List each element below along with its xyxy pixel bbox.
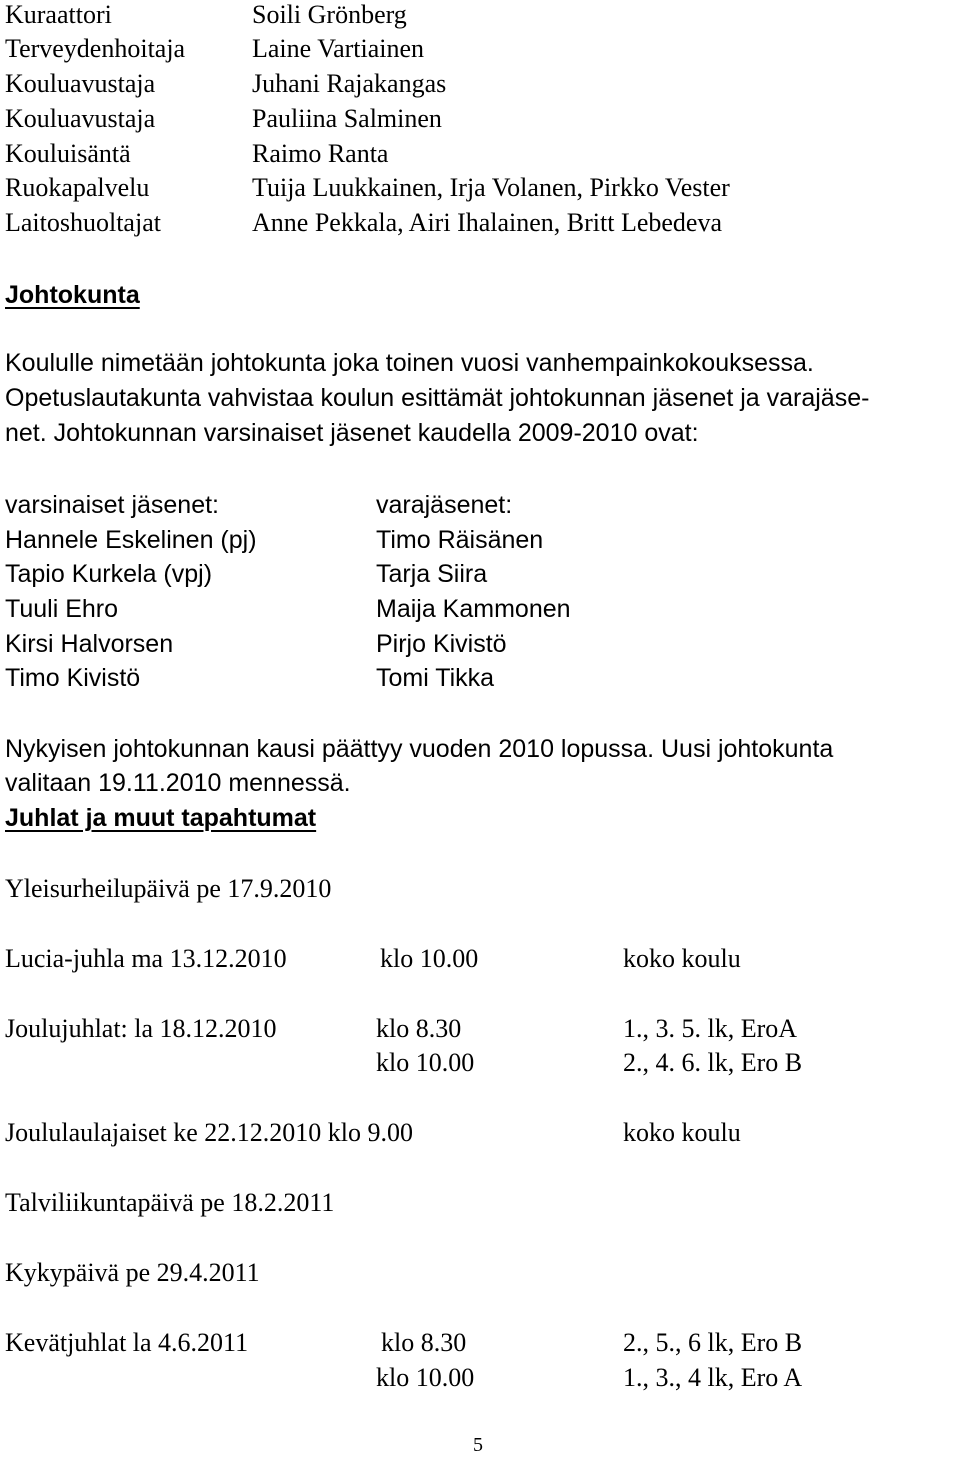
member-name: Tapio Kurkela (vpj) bbox=[5, 560, 213, 588]
staff-names: Soili Grönberg bbox=[252, 0, 407, 29]
board-intro-line: Koululle nimetään johtokunta joka toinen vuosi vanhempainkokouksessa. bbox=[5, 349, 814, 377]
deputy-name: Tarja Siira bbox=[376, 560, 488, 588]
member-name: Tuuli Ehro bbox=[5, 595, 119, 623]
deputy-name: Tomi Tikka bbox=[376, 664, 495, 692]
event-lucia-name: Lucia-juhla ma 13.12.2010 bbox=[5, 944, 287, 973]
event-joulujuhlat-name: Joulujuhlat: la 18.12.2010 bbox=[5, 1014, 277, 1043]
staff-role: Kouluavustaja bbox=[5, 104, 156, 133]
deputy-name: Maija Kammonen bbox=[376, 595, 571, 623]
staff-names: Pauliina Salminen bbox=[252, 104, 442, 133]
staff-role: Kouluisäntä bbox=[5, 139, 131, 168]
staff-names: Anne Pekkala, Airi Ihalainen, Britt Lebedeva bbox=[252, 208, 723, 237]
staff-names: Laine Vartiainen bbox=[252, 34, 425, 63]
event-kevatjuhlat-name: Kevätjuhlat la 4.6.2011 bbox=[5, 1328, 249, 1357]
staff-role: Terveydenhoitaja bbox=[5, 34, 186, 63]
board-intro-line: Opetuslautakunta vahvistaa koulun esittämät johtokunnan jäsenet ja varajäse- bbox=[5, 384, 870, 412]
staff-names: Tuija Luukkainen, Irja Volanen, Pirkko Vester bbox=[252, 173, 730, 202]
staff-role: Ruokapalvelu bbox=[5, 173, 150, 202]
event-kykypaiva: Kykypäivä pe 29.4.2011 bbox=[5, 1258, 260, 1287]
event-kevatjuhlat-time: klo 8.30 bbox=[381, 1328, 467, 1357]
page-number: 5 bbox=[473, 1434, 483, 1456]
event-kevatjuhlat-time: klo 10.00 bbox=[376, 1363, 475, 1392]
term-line: Nykyisen johtokunnan kausi päättyy vuoden 2010 lopussa. Uusi johtokunta bbox=[5, 735, 834, 763]
event-joululaulajaiset-who: koko koulu bbox=[623, 1118, 741, 1147]
event-joulujuhlat-time: klo 8.30 bbox=[376, 1014, 462, 1043]
staff-names: Raimo Ranta bbox=[252, 139, 389, 168]
event-joulujuhlat-who: 1., 3. 5. lk, EroA bbox=[623, 1014, 798, 1043]
board-intro-line: net. Johtokunnan varsinaiset jäsenet kaudella 2009-2010 ovat: bbox=[5, 419, 699, 447]
member-name: Timo Kivistö bbox=[5, 664, 141, 692]
event-lucia-time: klo 10.00 bbox=[380, 944, 479, 973]
event-joulujuhlat-who: 2., 4. 6. lk, Ero B bbox=[623, 1048, 803, 1077]
board-heading: Johtokunta bbox=[5, 281, 140, 309]
event-kevatjuhlat-who: 2., 5., 6 lk, Ero B bbox=[623, 1328, 803, 1357]
deputy-name: Timo Räisänen bbox=[376, 526, 544, 554]
event-talviliikunta: Talviliikuntapäivä pe 18.2.2011 bbox=[5, 1188, 335, 1217]
event-kevatjuhlat-who: 1., 3., 4 lk, Ero A bbox=[623, 1363, 803, 1392]
term-line: valitaan 19.11.2010 mennessä. bbox=[5, 769, 351, 797]
events-heading: Juhlat ja muut tapahtumat bbox=[5, 804, 317, 832]
member-name: Kirsi Halvorsen bbox=[5, 630, 174, 658]
deputy-name: Pirjo Kivistö bbox=[376, 630, 507, 658]
staff-names: Juhani Rajakangas bbox=[252, 69, 447, 98]
event-joulujuhlat-time: klo 10.00 bbox=[376, 1048, 475, 1077]
staff-role: Kuraattori bbox=[5, 0, 112, 29]
staff-role: Laitoshuoltajat bbox=[5, 208, 161, 237]
members-header: varsinaiset jäsenet: bbox=[5, 491, 220, 519]
event-lucia-who: koko koulu bbox=[623, 944, 741, 973]
event-yleisurheilu: Yleisurheilupäivä pe 17.9.2010 bbox=[5, 874, 332, 903]
member-name: Hannele Eskelinen (pj) bbox=[5, 526, 257, 554]
staff-role: Kouluavustaja bbox=[5, 69, 156, 98]
event-joululaulajaiset-name: Joululaulajaiset ke 22.12.2010 klo 9.00 bbox=[5, 1118, 414, 1147]
deputies-header: varajäsenet: bbox=[376, 491, 513, 519]
